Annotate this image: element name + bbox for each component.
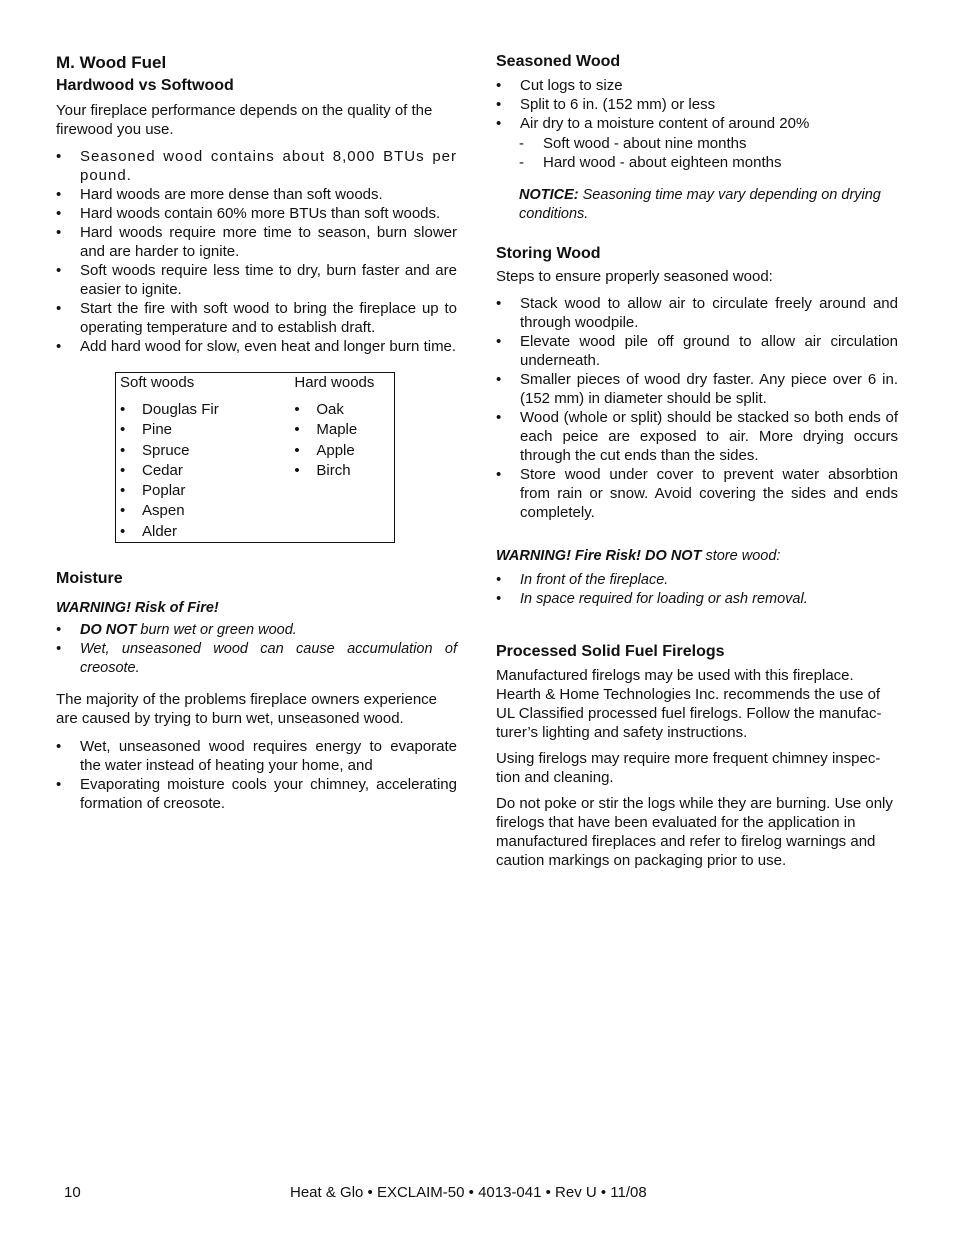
fire-warning-list: [56, 621, 457, 678]
seasoned-heading: Seasoned Wood: [496, 53, 621, 70]
storing-bullet-list: [496, 294, 898, 522]
list-item: • Air dry to a moisture content of around 20%: [496, 114, 898, 133]
list-item: - Soft wood - about nine months: [519, 134, 898, 153]
section-title: M. Wood Fuel: [56, 53, 167, 72]
moisture-bullet-list: [56, 737, 457, 813]
list-item: • Pine: [120, 420, 294, 440]
list-item: • Birch: [294, 461, 394, 481]
list-item: • Evaporating moisture cools your chimney, accelerating formation of creosote.: [56, 775, 457, 813]
list-item: • Elevate wood pile off ground to allow air circulation underneath.: [496, 332, 898, 370]
list-item: • Hard woods are more dense than soft woods.: [56, 185, 457, 204]
notice-text: Seasoning time may vary depending on drying conditions.: [519, 187, 881, 222]
seasoning-notice: [519, 186, 898, 224]
list-item: • Add hard wood for slow, even heat and longer burn time.: [56, 337, 457, 356]
list-item: • Alder: [120, 522, 294, 542]
wood-types-table: [115, 372, 395, 543]
left-column: [56, 52, 457, 813]
list-item: • Hard woods contain 60% more BTUs than soft woods.: [56, 204, 457, 223]
list-item: • Spruce: [120, 441, 294, 461]
list-item: • Oak: [294, 400, 394, 420]
hardwood-heading: Hardwood vs Softwood: [56, 77, 234, 94]
list-item: • Aspen: [120, 501, 294, 521]
footer-text: Heat & Glo • EXCLAIM-50 • 4013-041 • Rev U • 11/08: [290, 1184, 647, 1201]
hard-woods-column: [294, 373, 394, 542]
list-item: - Hard wood - about eighteen months: [519, 153, 898, 172]
list-item: • Hard woods require more time to season, burn slower and are harder to ignite.: [56, 223, 457, 261]
list-item: • Wood (whole or split) should be stacked so both ends of each peice are exposed to air. More drying occurs through the cut ends than the sides.: [496, 408, 898, 465]
list-item: • Stack wood to allow air to circulate freely around and through woodpile.: [496, 294, 898, 332]
list-item: • In front of the fireplace.: [496, 571, 898, 590]
list-item: • In space required for loading or ash removal.: [496, 590, 898, 609]
list-item: [56, 621, 457, 640]
list-item: • Apple: [294, 441, 394, 461]
soft-woods-list: [120, 400, 294, 542]
list-item: • Maple: [294, 420, 394, 440]
fire-warning: WARNING! Risk of Fire!: [56, 600, 219, 617]
storage-warning-text: store wood:: [701, 548, 781, 564]
hardwood-bullet-list: [56, 147, 457, 356]
seasoned-sub-list: [519, 134, 898, 172]
list-item: • Douglas Fir: [120, 400, 294, 420]
firelogs-paragraph-2: Using firelogs may require more frequent chimney inspection and cleaning.: [496, 750, 881, 786]
do-not-text: DO NOT: [80, 622, 137, 639]
storage-warning-label: WARNING! Fire Risk! DO NOT: [496, 548, 702, 564]
firelogs-paragraph-3: Do not poke or stir the logs while they are burning. Use only firelogs that have been evaluated for the application in manufactured fireplaces and refer to firelog warnings and caution markings on packaging prior to use.: [496, 795, 893, 869]
hard-woods-list: [294, 400, 394, 481]
storage-warning: [496, 547, 898, 566]
storing-heading: Storing Wood: [496, 245, 601, 262]
firelogs-heading: Processed Solid Fuel Firelogs: [496, 643, 725, 660]
list-item: • Wet, unseasoned wood requires energy to evaporate the water instead of heating your home, and: [56, 737, 457, 775]
list-item: • Store wood under cover to prevent water absorbtion from rain or snow. Avoid covering the sides and ends completely.: [496, 465, 898, 522]
page-number: 10: [64, 1184, 81, 1201]
list-item: • Smaller pieces of wood dry faster. Any piece over 6 in. (152 mm) in diameter should be split.: [496, 370, 898, 408]
majority-paragraph: The majority of the problems fireplace owners experience are caused by trying to burn wet, unseasoned wood.: [56, 691, 438, 728]
moisture-heading: Moisture: [56, 570, 123, 588]
list-item: • Wet, unseasoned wood can cause accumulation of creosote.: [56, 640, 457, 678]
soft-woods-header: Soft woods: [120, 374, 195, 391]
list-item: • Cut logs to size: [496, 76, 898, 95]
right-column: [496, 52, 898, 870]
seasoned-bullet-list: [496, 76, 898, 133]
intro-paragraph: Your fireplace performance depends on the quality of the firewood you use.: [56, 102, 433, 138]
list-item: • Seasoned wood contains about 8,000 BTUs per pound.: [56, 147, 457, 185]
hard-woods-header: Hard woods: [294, 374, 375, 391]
storing-intro: Steps to ensure properly seasoned wood:: [496, 268, 773, 285]
list-item: • Poplar: [120, 481, 294, 501]
list-item: • Start the fire with soft wood to bring the fireplace up to operating temperature and to establish draft.: [56, 299, 457, 337]
list-item: • Split to 6 in. (152 mm) or less: [496, 95, 898, 114]
firelogs-paragraph-1: Manufactured firelogs may be used with this fireplace. Hearth & Home Technologies Inc. recommends the use of UL Classified processed fuel firelogs. Follow the manufacturer’s lighting and safety instructions.: [496, 667, 882, 741]
list-item: • Cedar: [120, 461, 294, 481]
warning-text: burn wet or green wood.: [136, 622, 297, 639]
soft-woods-column: [120, 373, 294, 542]
notice-label: NOTICE:: [519, 187, 579, 203]
list-item: • Soft woods require less time to dry, burn faster and are easier to ignite.: [56, 261, 457, 299]
storage-warning-list: [496, 571, 898, 609]
